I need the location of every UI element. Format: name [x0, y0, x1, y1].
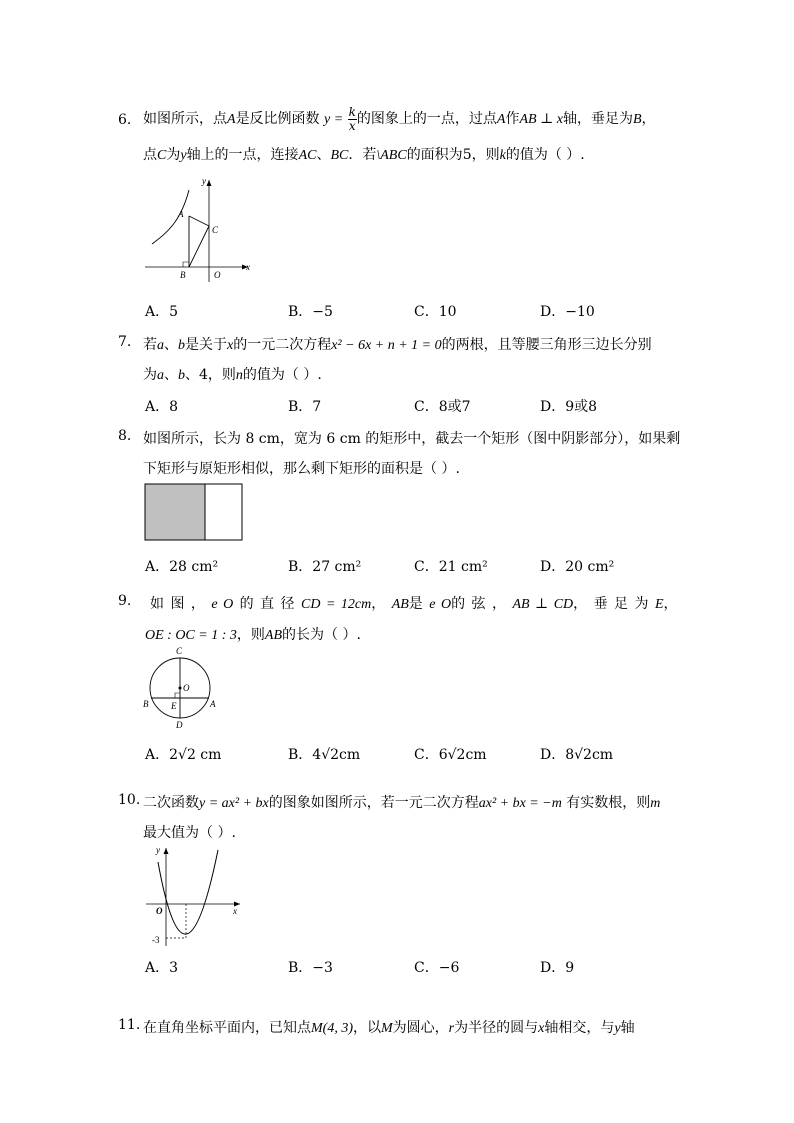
- q9-fig-B: B: [143, 699, 149, 709]
- q8-option-b: B．27 cm²: [288, 559, 362, 575]
- q6-figure: [140, 172, 260, 284]
- q7-option-d: D．9或8: [540, 399, 598, 415]
- q7-line2: 为a、b、4，则n的值为（ ）.: [143, 367, 322, 383]
- q10-figure: [140, 842, 250, 948]
- q11-line1: 在直角坐标平面内，已知点M(4, 3)，以M为圆心，r为半径的圆与x轴相交，与y轴: [143, 1020, 635, 1036]
- q8-number: 8.: [118, 428, 132, 444]
- q8-option-a: A．28 cm²: [145, 559, 219, 575]
- q7-number: 7.: [118, 334, 132, 350]
- q8-option-d: D．20 cm²: [540, 559, 615, 575]
- q9-line1: 如 图 ， e O 的 直 径 CD = 12cm， AB是 e O的 弦 ， AB ⊥ CD， 垂 足 为 E，: [150, 596, 678, 612]
- q9-fig-A: A: [210, 699, 216, 709]
- q7-line1: 若a、b是关于x的一元二次方程x² − 6x + n + 1 = 0的两根，且等腰三角形三边长分别: [143, 337, 652, 353]
- q10-fig-neg3: -3: [152, 935, 160, 945]
- q6-fig-O: O: [214, 270, 221, 280]
- q9-line2: OE : OC = 1 : 3，则AB的长为（ ）.: [145, 627, 361, 643]
- q10-line1: 二次函数y = ax² + bx的图象如图所示，若一元二次方程ax² + bx = −m 有实数根，则m: [143, 795, 661, 811]
- q6-fig-x: x: [246, 262, 250, 272]
- q6-number: 6.: [118, 112, 132, 128]
- q10-line2: 最大值为（ ）.: [143, 825, 236, 841]
- q9-option-a: A．2√2 cm: [145, 747, 222, 763]
- q6-fraction: $\frac{k}{x}$: [348, 104, 356, 133]
- q6-fig-y: y: [202, 176, 206, 186]
- q7-option-c: C．8或7: [414, 399, 471, 415]
- q6-line2: 点C为y轴上的一点，连接AC、BC．若\ABC的面积为5，则k的值为（ ）.: [143, 147, 585, 163]
- q6-fig-B: B: [180, 270, 186, 280]
- q7-option-a: A．8: [145, 399, 179, 415]
- q10-option-c: C．−6: [414, 960, 460, 976]
- q9-option-c: C．6√2cm: [414, 747, 487, 763]
- q6-option-a: A．5: [145, 304, 179, 320]
- q10-option-b: B．−3: [288, 960, 333, 976]
- q10-fig-x: x: [233, 906, 237, 916]
- q9-figure: [140, 644, 220, 730]
- q11-number: 11.: [118, 1017, 141, 1033]
- q10-fig-O: O: [156, 906, 163, 916]
- q9-number: 9.: [118, 593, 132, 609]
- q10-number: 10.: [118, 792, 141, 808]
- q10-fig-y: y: [156, 845, 160, 855]
- q7-option-b: B．7: [288, 399, 322, 415]
- q6-option-b: B．−5: [288, 304, 333, 320]
- q8-option-c: C．21 cm²: [414, 559, 488, 575]
- q10-option-a: A．3: [145, 960, 179, 976]
- q8-line2: 下矩形与原矩形相似，那么剩下矩形的面积是（ ）.: [143, 461, 460, 477]
- q9-option-d: D．8√2cm: [540, 747, 614, 763]
- q9-fig-D: D: [176, 720, 183, 730]
- q6-option-d: D．−10: [540, 304, 595, 320]
- q9-fig-E: E: [171, 701, 177, 711]
- q9-fig-O: O: [183, 683, 190, 693]
- q6-option-c: C．10: [414, 304, 457, 320]
- q6-fig-C: C: [212, 225, 219, 235]
- q8-line1: 如图所示，长为 8 cm，宽为 6 cm 的矩形中，截去一个矩形（图中阴影部分），如果剩: [143, 431, 681, 447]
- q8-figure: [144, 483, 244, 541]
- q6-line1: 如图所示，点A是反比例函数 y = $\frac{k}{x}$ 的图象上的一点，过点A作AB ⊥ x轴，垂足为B，: [143, 104, 656, 133]
- q9-option-b: B．4√2cm: [288, 747, 361, 763]
- q6-fig-A: A: [178, 209, 184, 219]
- q10-option-d: D．9: [540, 960, 575, 976]
- q9-fig-C: C: [176, 646, 183, 656]
